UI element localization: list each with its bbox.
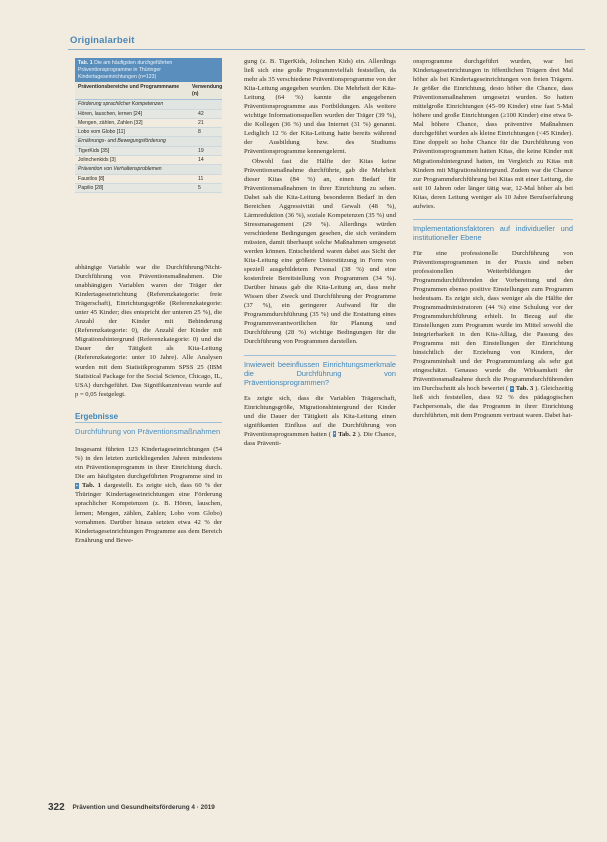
text-run: Es zeigte sich, dass die Variablen Trägerschaft, Einrichtungsgröße, Migrationshintergrund der Kinder und die Dauer der Tätigkeit als Kita-Leitung einen signifikanten Einfluss auf die Durchführung von Präventionsprogrammen hatten ( (244, 394, 396, 438)
table-section-row (75, 137, 222, 146)
table-cell-value (198, 137, 220, 145)
body-paragraph (75, 445, 222, 545)
table-cell-value: 21 (198, 119, 204, 126)
page-footer (48, 802, 215, 813)
table-cell-value: 11 (198, 175, 204, 182)
table-caption (75, 58, 222, 82)
table-cell-value: 5 (198, 184, 201, 191)
page-number: 322 (48, 802, 65, 813)
table-ref-marker[interactable]: ▪ (76, 482, 78, 489)
table-ref-link[interactable]: Tab. 3 (515, 385, 534, 393)
table-cell-value: 42 (198, 110, 204, 117)
table-body (75, 100, 222, 193)
table-row (75, 128, 222, 137)
text-run: Insgesamt führten 123 Kindertageseinrichtungen (54 %) in den letzten zurückliegenden Jahren mindestens ein Präventionsprogramm in ihrer Einrichtung durch. Die am häufigsten durchgeführten Programme sind in (75, 446, 222, 481)
body-paragraph: gung (z. B. TigerKids, Jolinchen Kids) ein. Allerdings ließ sich eine große Programmvielfalt feststellen, da mehr als 35 verschiedene Präventionsprogramme von der Kita-Leitung angegeben wurden. Die Mehrheit der Kita-Leitung (64 %) kannte die angegebenen Präventionsprogramme aus Fortbildungen. Als weitere wichtige Informationsquellen wurden der Träger (39 %), die Kollegen (36 %) und das Internet (31 %) genannt. Lediglich 12 % der Kita-Leitung hatte bereits während der Ausbildung bzw. des Studiums Präventionsprogramme kennengelernt. (244, 58, 396, 156)
table-row (75, 175, 222, 184)
body-paragraph: abhängige Variable war die Durchführung/Nicht-Durchführung von Präventionsmaßnahmen. Die unabhängigen Variablen waren der Träger der Kindertageseinrichtung (Referenzkategorie: freie Trägerschaft), Einrichtungsgröße (Referenzkategorie: unter 45 Kinder; dies entspricht der unteren 25 %), die Anzahl der Kinder mit Behinderung (Referenzkategorie: 0), die Anzahl der Kinder mit Migrationshintergrund (Referenzkategorie: 0) und die Dauer der Tätigkeit als Kita-Leitung (Referenzkategorie: unter 10 Jahre). Alle Analysen wurden mit dem Statistikprogramm SPSS 25 (IBM Statistical Package for the Social Science, Chicago, IL, USA) durchgeführt. Das Signifikanzniveau wurde auf p = 0,05 festgelegt. (75, 264, 222, 398)
section-label: Originalarbeit (70, 35, 135, 46)
table-cell-label: Jolinchenkids [3] (78, 156, 116, 163)
table-row (75, 156, 222, 165)
table-cell-label: Faustlos [8] (78, 175, 105, 182)
table-ref-marker[interactable]: ▪ (511, 385, 513, 392)
subheading-implementation: Implementationsfaktoren auf individueller und institutioneller Ebene (413, 219, 573, 243)
text-run: dargestellt. Es zeigte sich, dass 60 % der Thüringer Kindertageseinrichtungen eine Förderung sprachlicher Kompetenzen (z. B. Hören, lauschen, lernen; Mengen, zählen, Zahlen; Lobo vom Globo) vornahmen. Darüber hinaus setzten etwa 42 % der Kindertageseinrichtungen Programme aus dem Bereich Ernährung und Bewe- (75, 482, 222, 544)
subheading-influence: Inwieweit beeinflussen Einrichtungsmerkmale die Durchführung von Präventionsprogrammen? (244, 355, 396, 388)
section-header (68, 33, 585, 50)
table-cell-value: 8 (198, 129, 201, 136)
table-row (75, 184, 222, 193)
column-1 (75, 263, 222, 545)
table-section-row (75, 165, 222, 174)
body-paragraph: onsprogramme durchgeführt wurden, war bei Kindertageseinrichtungen in öffentlichen Trägern drei Mal höher als bei Kindertageseinrichtungen von freien Trägern. Je größer die Einrichtung, desto höher die Chance, dass Präventionsmaßnahmen umgesetzt wurden. So hatten mittelgroße Einrichtungen (45–99 Kinder) eine fast 5-Mal höhere und große Einrichtungen (≥100 Kinder) eine etwa 9-Mal höhere Chance, dass präventive Maßnahmen durchgeführt wurden als kleine Einrichtungen (<45 Kinder). Eine doppelt so hohe Chance für die Durchführung von Präventionsprogrammen hatten Kitas, die keine Kinder mit Migrationshintergrund hatten, im Vergleich zu Kitas mit Kindern mit Migrationshintergrund. Zudem war die Chance zur Programmdurchführung bei Kitas mit einer Leitung, die seit 10 Jahren oder länger tätig war, 12-Mal höher als bei Kitas, deren Leitung weniger als 10 Jahre Berufserfahrung aufwies. (413, 58, 573, 210)
table-ref-link[interactable]: Tab. 2 (338, 430, 356, 438)
body-paragraph (244, 394, 396, 448)
table-ref-link[interactable]: Tab. 1 (81, 482, 101, 490)
table-header (75, 82, 222, 100)
text-run: Für eine professionelle Durchführung von Präventionsprogrammen in der Praxis sind neben professionellen Weiterbildungen der Programmdurchführenden der Vorbereitung und den Programmen ebenso positive Einstellungen zum Programm bedeutsam. Es zeigte sich, dass weniger als die Hälfte der Programmadministratoren (44 %) eine Schulung vor der Programmdurchführung erhielt. In Bezug auf die Einstellungen zum Programm wurde im Mittel sowohl die Integrierbarkeit in den Kita-Alltag, die Passung des Programms mit den Einstellungen der Einrichtung hinsichtlich der Erziehung von Kindern, der Programminhalt und der Programmumfang als sehr gut eingeschätzt. Genauso wurde die Wirksamkeit der Präventionsmaßnahme durch die Programmdurchführenden im Durchschnitt als hoch bewertet ( (413, 249, 573, 393)
table-cell-label: Förderung sprachlicher Kompetenzen (78, 101, 164, 108)
table-cell-label: Ernährungs- und Bewegungsförderung (78, 138, 166, 145)
body-paragraph: Obwohl fast die Hälfte der Kitas keine Präventionsmaßnahme durchführte, gab die Mehrheit dieser Kitas (84 %) an, einen Bedarf für Präventionsmaßnahmen in ihrer Einrichtung zu sehen. Dabei sah die Kita-Leitung besonderen Bedarf in den Bereichen Aggressivität und Gewalt (48 %), Lärmreduktion (36 %), soziale Kompetenzen (35 %) und Stressmanagement (29 %). Allerdings würden verschiedene Bedingungen gesehen, die sich verändern müssten, damit überhaupt solche Maßnahmen umgesetzt werden können. Entscheidend waren dabei aus Sicht der Kita-Leitung eine größere Unterstützung in Form von speziell ausgebildetem Personal (38 %) und eine kostenfreie Bereitstellung von Programmen (34 %). Darüber hinaus gab die Kita-Leitung an, dass mehr Wissen über Zweck und Durchführung der Programme (37 %), ein geringerer Aufwand für die Programmdurchführung (35 %) und die Erstattung eines Programmverantwortlichen für Planung und Durchführung (28 %) wichtige Bedingungen für die Durchführung von Programmen darstellen. (244, 157, 396, 346)
table-cell-value (198, 165, 220, 173)
text-run: ). Die Chance, dass Präventi- (244, 430, 396, 447)
table-row (75, 110, 222, 119)
table-cell-value (198, 100, 220, 108)
table-1 (75, 58, 222, 248)
table-cell-label: Prävention von Verhaltensproblemen (78, 166, 162, 173)
column-3 (413, 57, 573, 421)
table-caption-text: Die am häufigsten durchgeführten Präventionsprogramme in Thüringer Kindertageseinrichtungen (n=123) (78, 60, 173, 80)
table-cell-label: Mengen, zählen, Zahlen [32] (78, 119, 143, 126)
table-cell-value: 19 (198, 147, 204, 154)
table-cell-label: TigerKids [35] (78, 147, 110, 154)
table-section-row (75, 100, 222, 109)
subheading-prevention: Durchführung von Präventionsmaßnahmen (75, 426, 221, 436)
journal-name: Prävention und Gesundheitsförderung 4 · 2019 (72, 804, 215, 811)
table-cell-label: Lobo vom Globo [11] (78, 129, 125, 136)
table-col-header-usage: Verwendung (n) (192, 84, 223, 97)
table-cell-label: Papilio [28] (78, 184, 104, 191)
table-cell-label: Hören, lauschen, lernen [24] (78, 110, 142, 117)
column-2 (244, 57, 396, 448)
body-paragraph (413, 249, 573, 421)
table-ref-marker[interactable]: ▪ (333, 431, 336, 438)
table-caption-label: Tab. 1 (78, 60, 93, 66)
text-run: ). Gleichzeitig ließ sich feststellen, dass 92 % des pädagogischen Fachpersonals, die das Programm in ihrer Einrichtung durchführten, mit dem Programm vertraut waren. Dabei hat- (413, 385, 573, 420)
table-row (75, 147, 222, 156)
table-cell-value: 14 (198, 156, 204, 163)
table-row (75, 119, 222, 128)
table-col-header-program: Präventionsbereiche und Programmname (78, 84, 180, 91)
section-heading-results: Ergebnisse (75, 411, 222, 423)
